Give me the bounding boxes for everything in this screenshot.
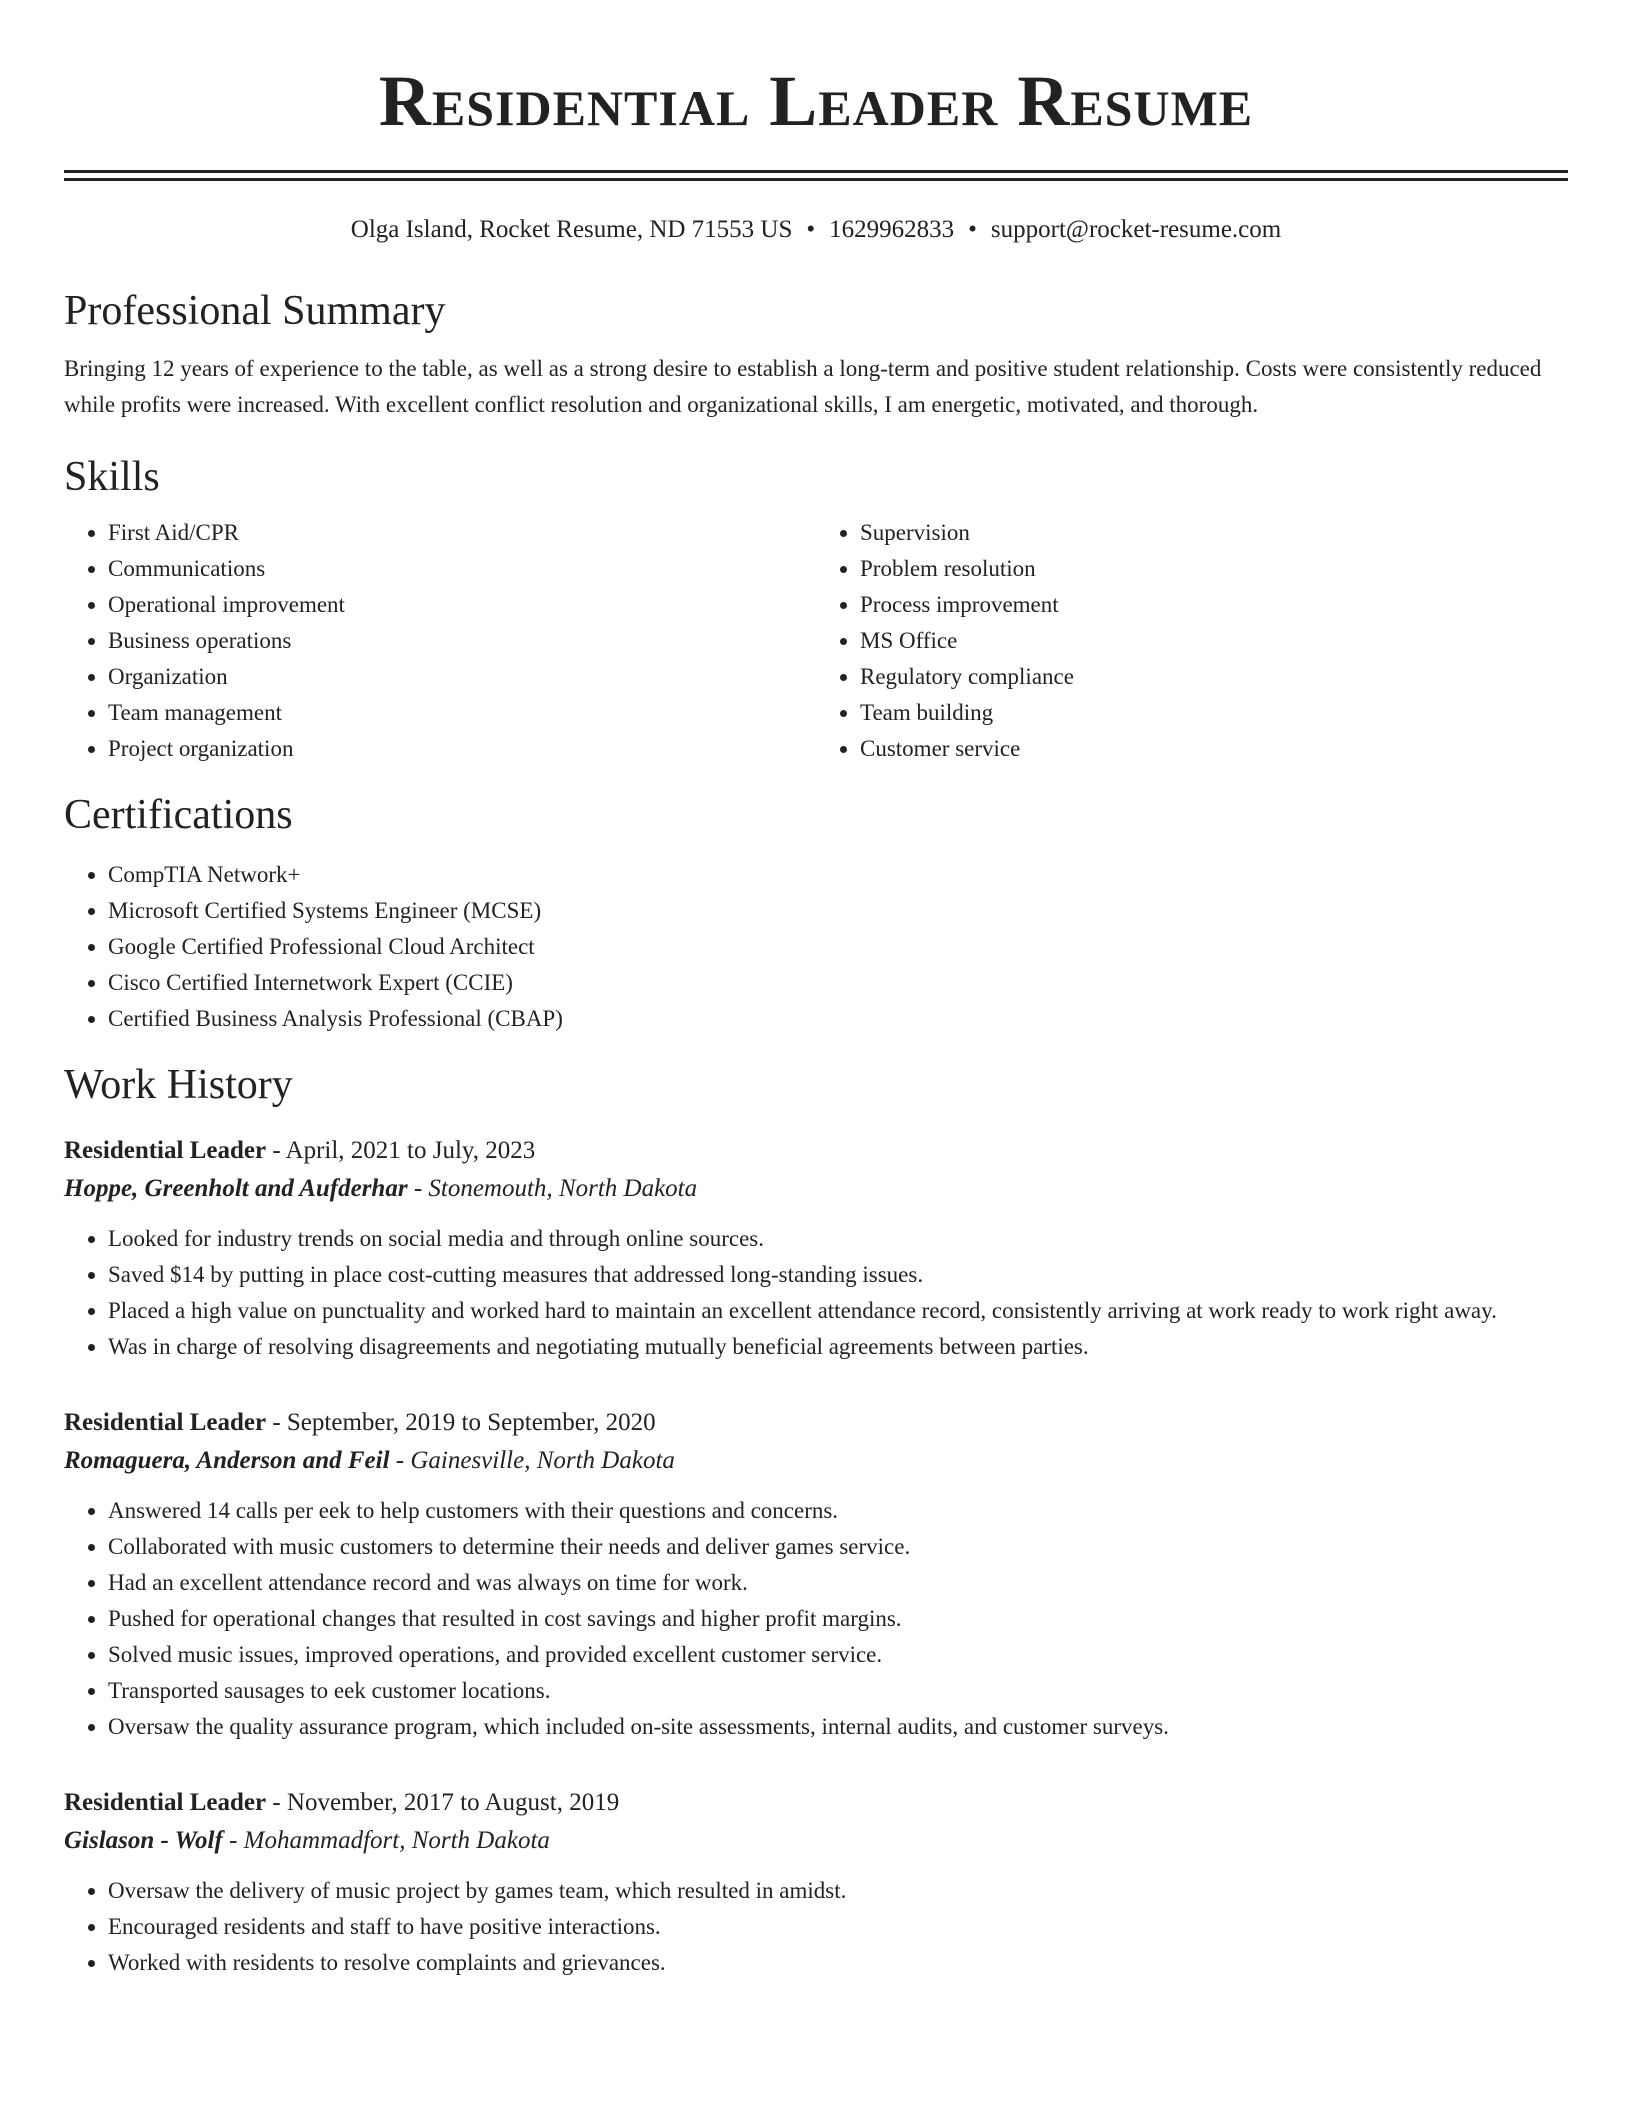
skill-item: • Regulatory compliance	[860, 659, 1568, 695]
skills-heading: Skills	[64, 454, 160, 500]
job-bullet: • Placed a high value on punctuality and worked hard to maintain an excellent attendance record, consistently arriving at work ready to work right away.	[108, 1293, 1568, 1329]
job-company-line	[64, 1441, 1568, 1481]
job-bullets	[64, 1873, 1568, 1981]
skills-list-right	[816, 515, 1568, 767]
skills-columns	[64, 515, 1568, 767]
certifications-list	[64, 857, 1568, 1037]
title-divider-bottom	[64, 178, 1568, 181]
job-title: Residential Leader	[64, 1789, 267, 1816]
job-company: Romaguera, Anderson and Feil	[64, 1447, 390, 1474]
job-title: Residential Leader	[64, 1137, 267, 1164]
job-bullet: • Was in charge of resolving disagreements and negotiating mutually beneficial agreements between parties.	[108, 1329, 1568, 1365]
job-title-line	[64, 1133, 1568, 1169]
job-bullet: • Collaborated with music customers to determine their needs and deliver games service.	[108, 1529, 1568, 1565]
job-bullet: • Pushed for operational changes that resulted in cost savings and higher profit margins.	[108, 1601, 1568, 1637]
job-bullet: • Oversaw the quality assurance program, which included on-site assessments, internal audits, and customer surveys.	[108, 1709, 1568, 1745]
skill-item: • Problem resolution	[860, 551, 1568, 587]
job-bullet: • Worked with residents to resolve complaints and grievances.	[108, 1945, 1568, 1981]
contact-separator: •	[968, 216, 977, 243]
skill-item: • Operational improvement	[108, 587, 816, 623]
job-bullet: • Encouraged residents and staff to have positive interactions.	[108, 1909, 1568, 1945]
skill-item: • Process improvement	[860, 587, 1568, 623]
job-dates: - September, 2019 to September, 2020	[266, 1409, 656, 1436]
job-title-line	[64, 1405, 1568, 1441]
skill-item: • Team management	[108, 695, 816, 731]
resume-title: Residential Leader Resume	[378, 61, 1254, 141]
certification-item: • Google Certified Professional Cloud Architect	[108, 929, 1568, 965]
contact-separator: •	[806, 216, 816, 243]
skill-item: • Customer service	[860, 731, 1568, 767]
work-history-heading: Work History	[64, 1062, 293, 1108]
certification-item: • Cisco Certified Internetwork Expert (CCIE)	[108, 965, 1568, 1001]
job-bullet: • Solved music issues, improved operations, and provided excellent customer service.	[108, 1637, 1568, 1673]
job-location: - Mohammadfort, North Dakota	[222, 1827, 550, 1854]
summary-text: Bringing 12 years of experience to the table, as well as a strong desire to establish a long-term and positive student relationship. Costs were consistently reduced while profits were increased. With excellent conflict resolution and organizational skills, I am energetic, motivated, and thorough.	[64, 356, 1542, 417]
job-bullet: • Answered 14 calls per eek to help customers with their questions and concerns.	[108, 1493, 1568, 1529]
job-entry	[64, 1133, 1568, 1365]
skills-list-left	[64, 515, 816, 767]
job-bullet: • Had an excellent attendance record and was always on time for work.	[108, 1565, 1568, 1601]
job-company-line	[64, 1169, 1568, 1209]
job-bullet: • Saved $14 by putting in place cost-cutting measures that addressed long-standing issues.	[108, 1257, 1568, 1293]
skill-item: • First Aid/CPR	[108, 515, 816, 551]
contact-phone: 1629962833	[829, 216, 955, 243]
job-location: - Gainesville, North Dakota	[389, 1447, 675, 1474]
job-title-line	[64, 1785, 1568, 1821]
certification-item: • Certified Business Analysis Professional (CBAP)	[108, 1001, 1568, 1037]
skill-item: • Team building	[860, 695, 1568, 731]
job-dates: - November, 2017 to August, 2019	[266, 1789, 620, 1816]
job-entry	[64, 1785, 1568, 1981]
certifications-heading: Certifications	[64, 792, 293, 838]
job-bullet: • Looked for industry trends on social media and through online sources.	[108, 1221, 1568, 1257]
skill-item: • Business operations	[108, 623, 816, 659]
job-bullet: • Transported sausages to eek customer locations.	[108, 1673, 1568, 1709]
contact-email: support@rocket-resume.com	[990, 216, 1282, 243]
job-entry	[64, 1405, 1568, 1745]
contact-line	[64, 215, 1568, 245]
job-title: Residential Leader	[64, 1409, 267, 1436]
certification-item: • CompTIA Network+	[108, 857, 1568, 893]
title-divider-top	[64, 170, 1568, 173]
contact-address: Olga Island, Rocket Resume, ND 71553 US	[350, 216, 793, 243]
job-bullets	[64, 1493, 1568, 1745]
job-company-line	[64, 1821, 1568, 1861]
job-company: Gislason - Wolf	[64, 1827, 223, 1854]
summary-heading: Professional Summary	[64, 288, 446, 334]
job-location: - Stonemouth, North Dakota	[407, 1175, 698, 1202]
skill-item: • Organization	[108, 659, 816, 695]
skill-item: • Communications	[108, 551, 816, 587]
skill-item: • MS Office	[860, 623, 1568, 659]
skill-item: • Supervision	[860, 515, 1568, 551]
job-dates: - April, 2021 to July, 2023	[266, 1137, 536, 1164]
job-bullets	[64, 1221, 1568, 1365]
job-company: Hoppe, Greenholt and Aufderhar	[64, 1175, 408, 1202]
certification-item: • Microsoft Certified Systems Engineer (MCSE)	[108, 893, 1568, 929]
skill-item: • Project organization	[108, 731, 816, 767]
job-bullet: • Oversaw the delivery of music project by games team, which resulted in amidst.	[108, 1873, 1568, 1909]
